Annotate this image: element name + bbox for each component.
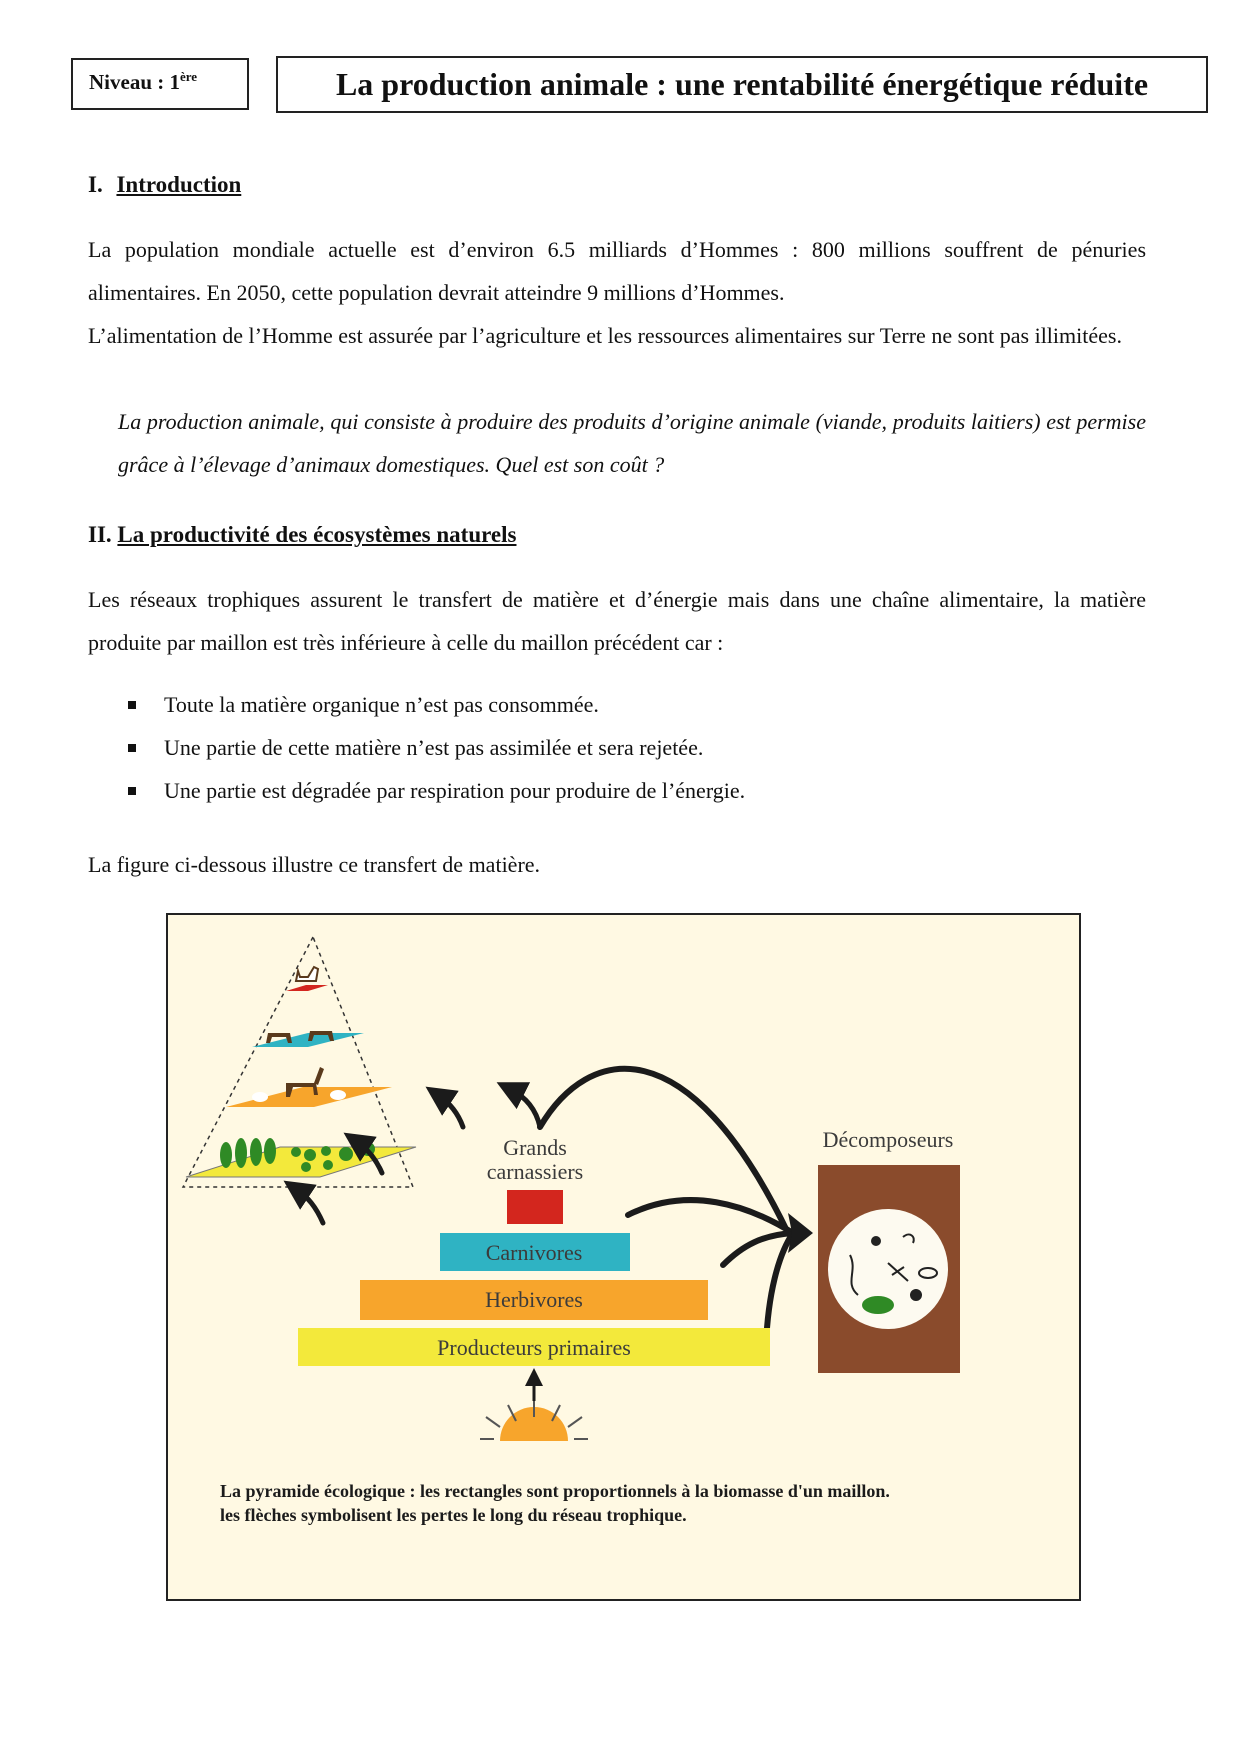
label-carnivores: Carnivores [485, 1240, 583, 1265]
section-2-paragraph: Les réseaux trophiques assurent le transfert de matière et d’énergie mais dans une chaîne alimentaire, la matière produite par maillon est très inférieure à celle du maillon précédent car : [88, 587, 1146, 655]
loss-arrow-carnivores [438, 1095, 463, 1127]
list-item-text: Toute la matière organique n’est pas consommée. [164, 692, 599, 717]
section-2-number: II. [88, 522, 112, 547]
label-grands: Grands [503, 1135, 567, 1160]
loss-arrow-producers [296, 1189, 323, 1223]
bar-top-predators [507, 1190, 563, 1224]
label-decomposers: Décomposeurs [822, 1127, 954, 1152]
page-title: La production animale : une rentabilité énergétique réduite [276, 56, 1208, 113]
bullet-square-icon [128, 701, 136, 709]
figure-intro: La figure ci-dessous illustre ce transfert de matière. [88, 852, 541, 877]
arrow-carnivores-to-decomposers [628, 1200, 793, 1233]
top-predator-icon [296, 967, 318, 981]
bullet-square-icon [128, 744, 136, 752]
sun-icon [480, 1377, 588, 1441]
section-2-heading [88, 522, 516, 548]
section-1-title: Introduction [116, 172, 242, 197]
label-producers: Producteurs primaires [437, 1335, 631, 1360]
mini-pyramid-illustration [183, 937, 416, 1187]
figure-caption-line-1: La pyramide écologique : les rectangles sont proportionnels à la biomasse d'un maillon. [220, 1481, 890, 1501]
pyramid-diagram [168, 915, 1079, 1599]
section-1-number: I. [88, 172, 103, 197]
section-1-heading [88, 172, 241, 198]
label-carnassiers: carnassiers [486, 1159, 584, 1184]
section-2-title: La productivité des écosystèmes naturels [117, 522, 517, 547]
label-herbivores: Herbivores [485, 1287, 583, 1312]
decomposer-blob-icon [862, 1296, 894, 1314]
bullet-square-icon [128, 787, 136, 795]
list-item-text: Une partie de cette matière n’est pas assimilée et sera rejetée. [164, 735, 704, 760]
intro-paragraph-1: La population mondiale actuelle est d’environ 6.5 milliards d’Hommes : 800 millions souffrent de pénuries alimentaires. En 2050, cette population devrait atteindre 9 millions d’Hommes. [88, 237, 1146, 305]
list-item [128, 778, 1028, 808]
list-item [128, 735, 1028, 765]
level-label: Niveau : 1 [89, 70, 180, 94]
figure-caption-line-2: les flèches symbolisent les pertes le long du réseau trophique. [220, 1505, 687, 1525]
ecological-pyramid-figure [166, 913, 1081, 1601]
list-item-text: Une partie est dégradée par respiration pour produire de l’énergie. [164, 778, 746, 803]
loss-arrow-top [510, 1089, 540, 1127]
intro-question: La production animale, qui consiste à produire des produits d’origine animale (viande, produits laitiers) est permise grâce à l’élevage d’animaux domestiques. Quel est son coût ? [118, 409, 1146, 477]
list-item [128, 692, 1028, 722]
arrow-top-to-decomposers [540, 1069, 788, 1233]
level-superscript: ère [180, 69, 198, 84]
level-box [71, 58, 249, 110]
intro-paragraph-2: L’alimentation de l’Homme est assurée par l’agriculture et les ressources alimentaires sur Terre ne sont pas illimitées. [88, 323, 1122, 348]
